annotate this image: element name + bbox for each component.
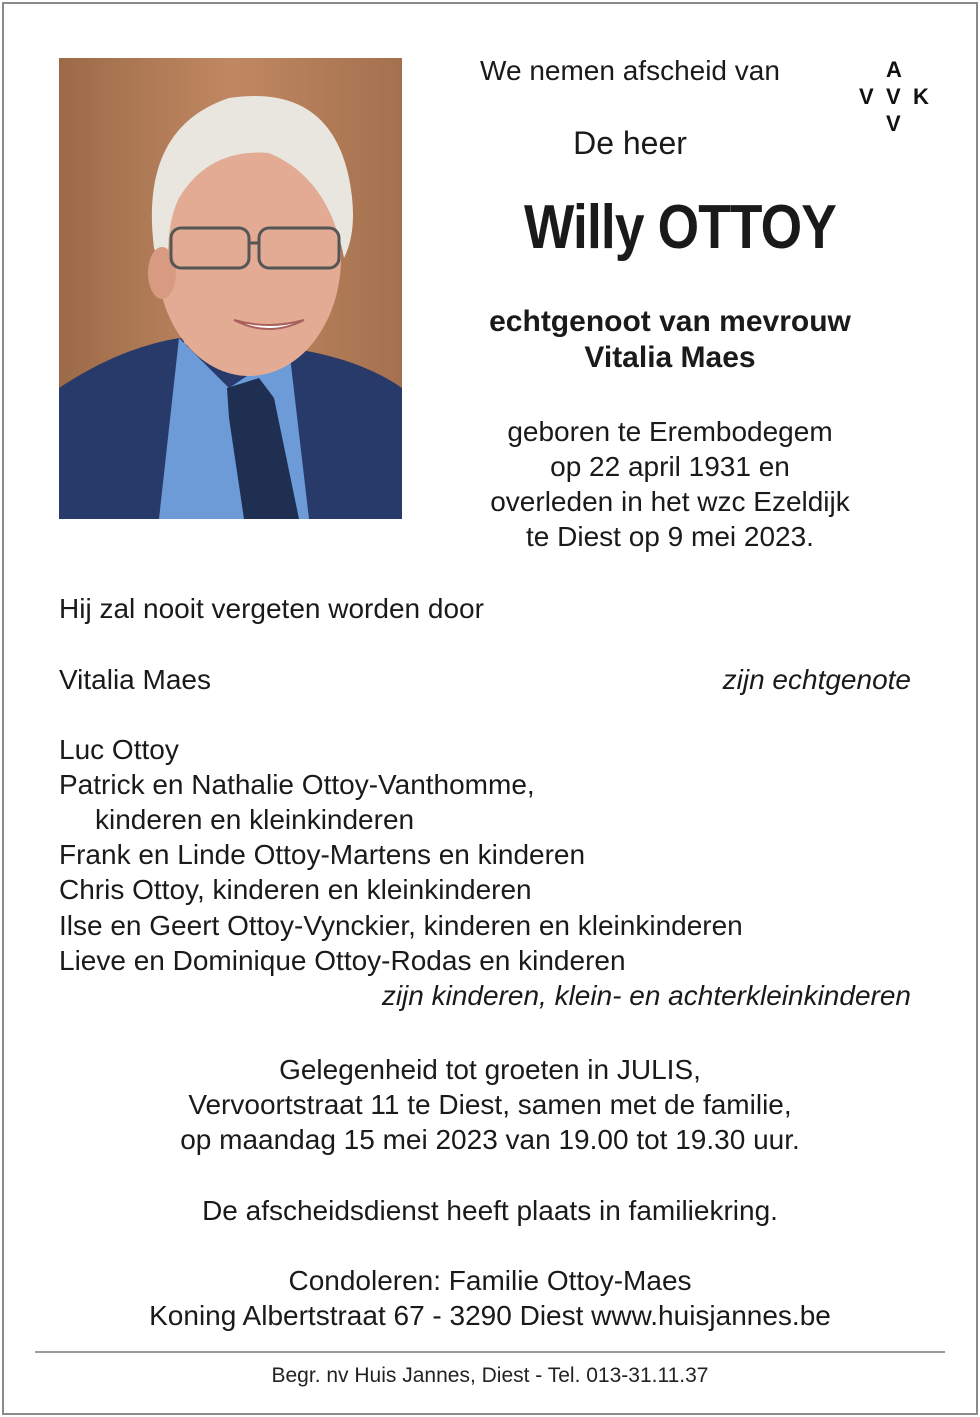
family-member: Patrick en Nathalie Ottoy-Vanthomme, [59, 769, 535, 800]
birth-death-block [420, 414, 920, 554]
condolences-line-2: Koning Albertstraat 67 - 3290 Diest www.huisjannes.be [149, 1300, 831, 1331]
family-member: kinderen en kleinkinderen [95, 804, 415, 835]
spouse-line-2: Vitalia Maes [584, 341, 756, 374]
family-heading: Hij zal nooit vergeten worden door [59, 593, 484, 624]
service-text: De afscheidsdienst heeft plaats in familiekring. [202, 1195, 778, 1226]
visitation-block [0, 1052, 980, 1157]
visitation-line: Vervoortstraat 11 te Diest, samen met de familie, [188, 1089, 792, 1120]
intro-text: We nemen afscheid van [480, 55, 780, 86]
vvka-logo [856, 57, 936, 135]
birth-line: op 22 april 1931 en [550, 451, 790, 482]
birth-line: overleden in het wzc Ezeldijk [490, 486, 850, 517]
funeral-home-footer: Begr. nv Huis Jannes, Diest - Tel. 013-31.11.37 [271, 1364, 709, 1387]
portrait-photo [59, 58, 402, 519]
logo-letter-right: K [913, 84, 929, 109]
spouse-line-1: echtgenoot van mevrouw [489, 305, 851, 338]
spouse-name: Vitalia Maes [59, 664, 212, 695]
condolences-line-1: Condoleren: Familie Ottoy-Maes [288, 1265, 692, 1296]
visitation-line: op maandag 15 mei 2023 van 19.00 tot 19.30 uur. [180, 1124, 800, 1155]
birth-line: te Diest op 9 mei 2023. [526, 521, 814, 552]
family-member: Lieve en Dominique Ottoy-Rodas en kinderen [59, 945, 626, 976]
family-member: Luc Ottoy [59, 734, 179, 765]
spouse-block [420, 304, 920, 376]
visitation-line: Gelegenheid tot groeten in JULIS, [279, 1054, 701, 1085]
logo-letter-left: V [859, 84, 874, 109]
family-member: Ilse en Geert Ottoy-Vynckier, kinderen en kleinkinderen [59, 910, 743, 941]
spouse-role: zijn echtgenote [722, 664, 911, 695]
honorific: De heer [573, 125, 687, 161]
logo-letter-bottom: V [886, 111, 901, 136]
footer-divider [35, 1351, 945, 1353]
logo-letter-top: A [886, 57, 902, 82]
deceased-name: Willy OTTOY [523, 193, 836, 262]
logo-letter-center: V [886, 84, 901, 109]
children-role: zijn kinderen, klein- en achterkleinkinderen [381, 980, 911, 1011]
birth-line: geboren te Erembodegem [507, 416, 833, 447]
family-member: Chris Ottoy, kinderen en kleinkinderen [59, 874, 532, 905]
family-member: Frank en Linde Ottoy-Martens en kinderen [59, 839, 586, 870]
condolences-block [0, 1263, 980, 1333]
